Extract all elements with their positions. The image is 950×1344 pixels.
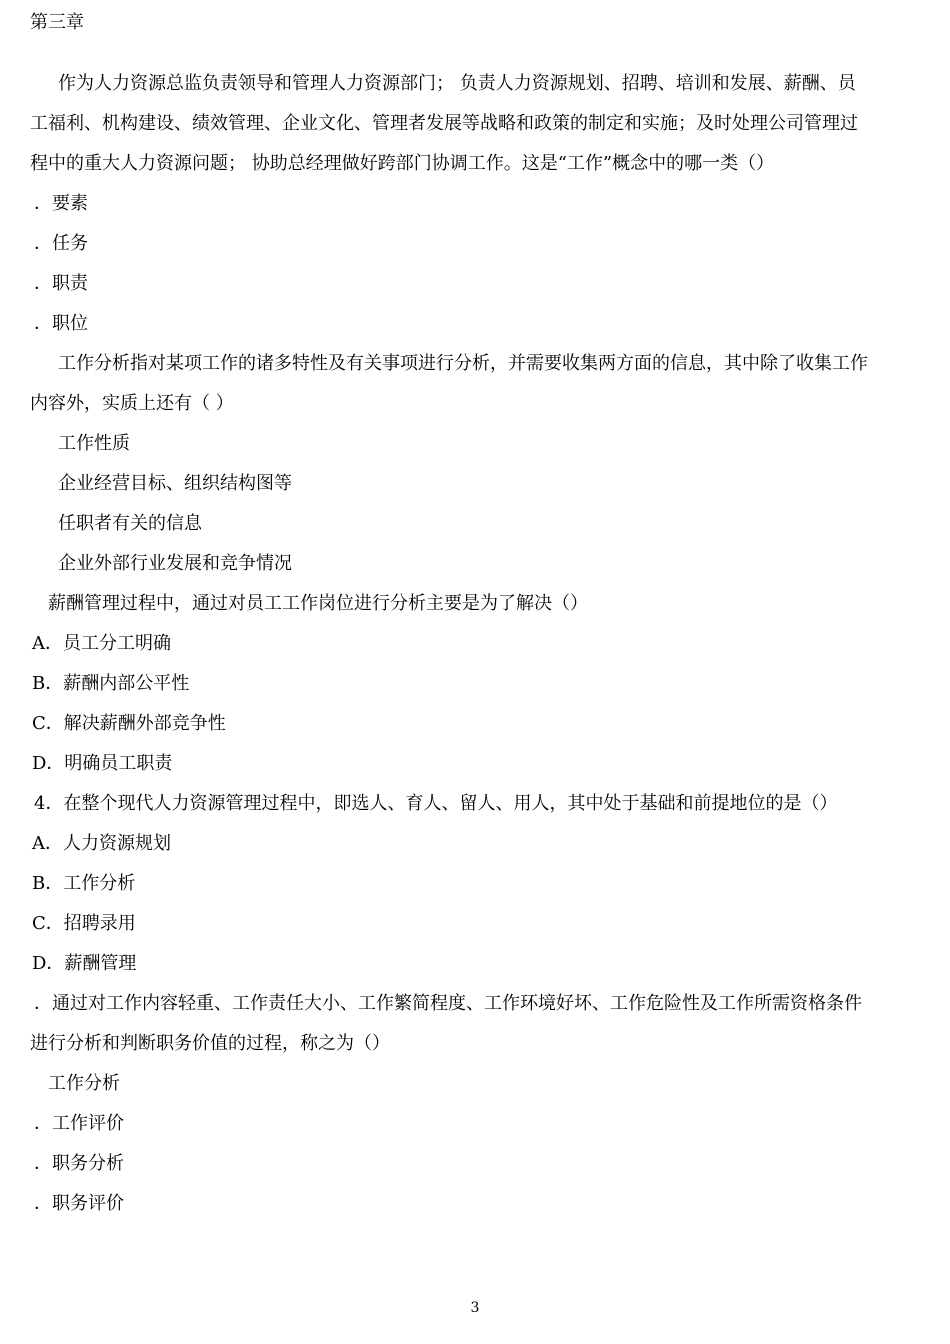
q2-option-d: 企业外部行业发展和竞争情况: [58, 553, 292, 574]
chapter-heading: 第三章: [30, 12, 84, 33]
q4-option-b: B．工作分析: [32, 873, 136, 894]
q1-text-line-3: 程中的重大人力资源问题； 协助总经理做好跨部门协调工作。这是“工作”概念中的哪一类（）: [30, 153, 775, 174]
page-number: 3: [470, 1300, 480, 1316]
q4-text: 4．在整个现代人力资源管理过程中，即选人、育人、留人、用人，其中处于基础和前提地位的是（）: [34, 793, 838, 814]
q5-text-line-1: ．通过对工作内容轻重、工作责任大小、工作繁简程度、工作环境好坏、工作危险性及工作所需资格条件: [34, 993, 862, 1014]
q5-option-b: ．工作评价: [34, 1113, 124, 1134]
q2-text-line-2: 内容外，实质上还有（ ）: [30, 393, 234, 414]
q3-option-c: C．解决薪酬外部竞争性: [32, 713, 226, 734]
q1-option-a: ．要素: [34, 193, 88, 214]
q3-option-b: B．薪酬内部公平性: [32, 673, 190, 694]
q3-text: 薪酬管理过程中，通过对员工工作岗位进行分析主要是为了解决（）: [48, 593, 588, 614]
q1-text-line-2: 工福利、机构建设、绩效管理、企业文化、管理者发展等战略和政策的制定和实施；及时处理公司管理过: [30, 113, 858, 134]
q1-option-c: ．职责: [34, 273, 88, 294]
q3-option-a: A．员工分工明确: [32, 633, 171, 654]
q2-option-c: 任职者有关的信息: [58, 513, 202, 534]
q4-option-d: D．薪酬管理: [32, 953, 137, 974]
q4-option-a: A．人力资源规划: [32, 833, 171, 854]
q5-text-line-2: 进行分析和判断职务价值的过程，称之为（）: [30, 1033, 390, 1054]
q3-option-d: D．明确员工职责: [32, 753, 173, 774]
q2-option-a: 工作性质: [58, 433, 130, 454]
q2-text-line-1: 工作分析指对某项工作的诸多特性及有关事项进行分析，并需要收集两方面的信息，其中除了收集工作: [58, 353, 868, 374]
q1-option-b: ．任务: [34, 233, 88, 254]
q1-text-line-1: 作为人力资源总监负责领导和管理人力资源部门； 负责人力资源规划、招聘、培训和发展、薪酬、员: [58, 73, 856, 94]
q4-option-c: C．招聘录用: [32, 913, 136, 934]
q1-option-d: ．职位: [34, 313, 88, 334]
q5-option-d: ．职务评价: [34, 1193, 124, 1214]
q5-option-a: 工作分析: [48, 1073, 120, 1094]
q2-option-b: 企业经营目标、组织结构图等: [58, 473, 292, 494]
q5-option-c: ．职务分析: [34, 1153, 124, 1174]
